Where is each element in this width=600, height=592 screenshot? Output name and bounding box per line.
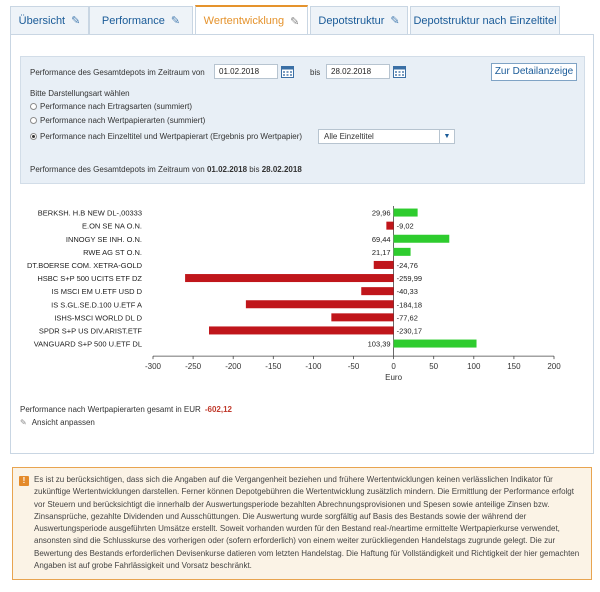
bar xyxy=(361,287,393,295)
warning-icon: ! xyxy=(19,476,29,486)
category-label: BERKSH. H.B NEW DL-,00333 xyxy=(37,208,142,218)
radio-einzeltitel[interactable] xyxy=(30,133,37,140)
tab-label: Wertentwicklung xyxy=(203,15,285,27)
category-label: RWE AG ST O.N. xyxy=(83,247,142,257)
bar xyxy=(394,340,477,348)
disclaimer-box xyxy=(12,467,592,580)
tab-wertentwicklung[interactable] xyxy=(195,5,308,35)
tab-uebersicht[interactable] xyxy=(10,6,89,34)
value-label: 21,17 xyxy=(371,247,391,257)
value-label: 29,96 xyxy=(371,208,391,218)
pencil-icon: ✎ xyxy=(290,15,300,28)
radio-wertpapierarten[interactable] xyxy=(30,117,37,124)
pencil-icon: ✎ xyxy=(20,418,27,427)
x-tick-label: -300 xyxy=(144,362,162,372)
pencil-icon: ✎ xyxy=(71,15,81,27)
summary-prefix: Performance des Gesamtdepots im Zeitraum von xyxy=(30,165,205,174)
tab-performance[interactable] xyxy=(89,6,193,34)
category-label: VANGUARD S+P 500 U.ETF DL xyxy=(33,339,142,349)
value-label: -9,02 xyxy=(396,221,414,231)
total-label: Performance nach Wertpapierarten gesamt in EUR xyxy=(20,405,201,414)
security-select[interactable] xyxy=(318,129,455,144)
bar xyxy=(246,300,394,308)
x-tick-label: 200 xyxy=(547,362,561,372)
value-label: -184,18 xyxy=(396,300,423,310)
calendar-icon[interactable] xyxy=(393,65,406,78)
pencil-icon: ✎ xyxy=(390,15,400,27)
detail-view-button[interactable]: Zur Detailanzeige xyxy=(491,63,577,81)
value-label: 103,39 xyxy=(367,339,391,349)
disclaimer-text: Es ist zu berücksichtigen, dass sich die Angaben auf die Vergangenheit beziehen und frühere Wertentwicklungen keinen verlässlichen Indikator für zukünftige Wertentwicklungen darstellen. Ferner können Depotgebühren die Wertentwicklung zusätzlich mindern. Die Ermittlung der Performance erfolgt vor Steuern und berücksichtigt die innerhalb der Auswertungsperiode bezahlten Abrechnungsprovisionen und Spesen sowie anteilige Zinsen bzw. Zinsansprüche, gezahlte Dividenden und Ausschüttungen. Die Auswertung wurde sorgfältig auf Basis des Bestands sowie der während der Auswertungsperiode ausgeführten Umsätze erstellt. Soweit vorhanden wurden für den Bestand real-/neartime ermittelte Wertpapierkurse verwendet, ansonsten sind die Schlusskurse des vorherigen oder (sofern erforderlich) von einem weiter zurückliegenden Handelstags zugrunde gelegt. Die zur Bewertung des Bestands erforderlichen Devisenkurse datieren vom letzten Handelstag. Die Haftung für Vollständigkeit und Richtigkeit der hier gemachten Angaben ist auf grobe Fahrlässigkeit und Vorsatz beschränkt. xyxy=(34,475,580,571)
tab-depotstruktur[interactable] xyxy=(310,6,408,34)
tab-label: Performance xyxy=(101,14,165,27)
display-type-label: Bitte Darstellungsart wählen xyxy=(30,89,130,98)
bar xyxy=(394,209,418,217)
bar xyxy=(374,261,394,269)
x-tick-label: 150 xyxy=(507,362,521,372)
x-tick-label: -100 xyxy=(305,362,322,372)
bar xyxy=(331,313,393,321)
chevron-down-icon: ▼ xyxy=(439,130,454,143)
x-tick-label: 50 xyxy=(429,362,439,372)
total-line xyxy=(20,405,232,414)
bar xyxy=(394,248,411,256)
tab-label: Depotstruktur nach Einzeltitel xyxy=(413,14,557,27)
category-label: E.ON SE NA O.N. xyxy=(81,221,142,231)
x-tick-label: 100 xyxy=(467,362,481,372)
total-value: -602,12 xyxy=(204,405,232,414)
value-label: -24,76 xyxy=(396,260,418,270)
option-label: Performance nach Einzeltitel und Wertpapierart (Ergebnis pro Wertpapier) xyxy=(40,132,303,141)
category-label: INNOGY SE INH. O.N. xyxy=(65,234,142,244)
tab-label: Übersicht xyxy=(18,14,66,27)
summary-from: 01.02.2018 xyxy=(206,165,248,174)
category-label: IS MSCI EM U.ETF USD D xyxy=(51,287,142,297)
value-label: -259,99 xyxy=(396,274,423,284)
pencil-icon: ✎ xyxy=(170,15,181,27)
x-tick-label: 0 xyxy=(391,362,396,372)
x-tick-label: -200 xyxy=(225,362,242,372)
period-label: Performance des Gesamtdepots im Zeitraum von xyxy=(30,68,205,77)
bar xyxy=(394,235,450,243)
period-summary xyxy=(30,165,302,174)
tab-bar xyxy=(10,6,600,34)
x-axis-title: Euro xyxy=(385,373,403,383)
value-label: -40,33 xyxy=(396,287,418,297)
bar xyxy=(209,326,394,334)
adjust-label: Ansicht anpassen xyxy=(31,418,95,427)
x-tick-label: -250 xyxy=(185,362,202,372)
radio-ertragsarten[interactable] xyxy=(30,103,37,110)
summary-mid: bis xyxy=(249,165,260,174)
value-label: -77,62 xyxy=(396,313,418,323)
select-value: Alle Einzeltitel xyxy=(324,132,374,141)
value-label: 69,44 xyxy=(371,234,391,244)
calendar-icon[interactable] xyxy=(281,65,294,78)
from-date-input[interactable]: 01.02.2018 xyxy=(214,64,278,79)
value-label: -230,17 xyxy=(396,326,423,336)
tab-label: Depotstruktur xyxy=(318,14,385,27)
to-label: bis xyxy=(310,68,321,77)
tab-depotstruktur-einzeltitel[interactable] xyxy=(410,6,560,34)
bar xyxy=(386,222,393,230)
adjust-view-link[interactable] xyxy=(20,418,95,427)
category-label: DT.BOERSE COM. XETRA-GOLD xyxy=(26,260,142,270)
x-tick-label: -50 xyxy=(347,362,360,372)
category-label: IS S.GL.SE.D.100 U.ETF A xyxy=(51,300,142,310)
category-label: ISHS-MSCI WORLD DL D xyxy=(54,313,142,323)
to-date-input[interactable]: 28.02.2018 xyxy=(326,64,390,79)
option-label: Performance nach Wertpapierarten (summiert) xyxy=(40,116,206,125)
category-label: HSBC S+P 500 UCITS ETF DZ xyxy=(37,274,142,284)
bar xyxy=(185,274,394,282)
category-label: SPDR S+P US DIV.ARIST.ETF xyxy=(38,326,142,336)
option-label: Performance nach Ertragsarten (summiert) xyxy=(40,102,193,111)
summary-to: 28.02.2018 xyxy=(261,165,302,174)
performance-chart xyxy=(0,200,600,400)
x-tick-label: -150 xyxy=(265,362,282,372)
